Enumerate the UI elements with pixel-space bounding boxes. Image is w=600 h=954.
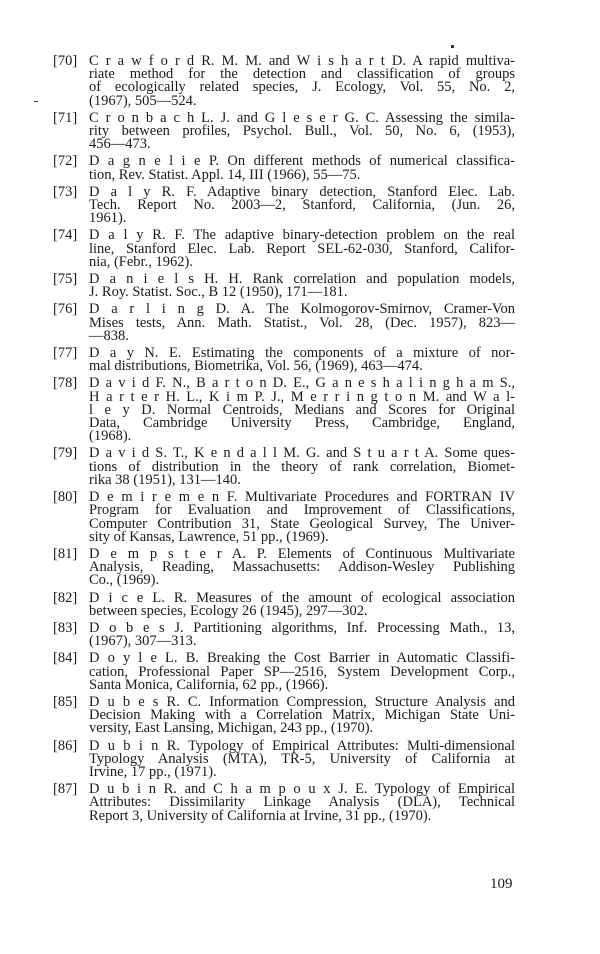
reference-text xyxy=(89,377,515,443)
reference-line: D a l y R. F. Adaptive binary detection, Stanford Elec. Lab. xyxy=(89,183,515,200)
reference-text xyxy=(89,347,515,373)
reference-line: sity of Kansas, Lawrence, 51 pp., (1969). xyxy=(89,528,329,545)
reference-entry xyxy=(53,447,515,487)
reference-number: [84] xyxy=(53,650,78,667)
reference-number: [87] xyxy=(53,781,78,798)
reference-line: (1967), 307—313. xyxy=(89,633,197,650)
reference-number: [79] xyxy=(53,445,78,462)
reference-number: [75] xyxy=(53,271,78,288)
reference-number: [80] xyxy=(53,489,78,506)
reference-text xyxy=(89,619,515,650)
reference-number: [86] xyxy=(53,737,78,754)
reference-entry xyxy=(53,693,515,737)
reference-entry xyxy=(53,273,515,299)
reference-line: Mises tests, Ann. Math. Statist., Vol. 28, (Dec. 1957), 823— xyxy=(89,314,515,331)
reference-list xyxy=(53,55,515,827)
reference-line: tion, Rev. Statist. Appl. 14, III (1966), 55—75. xyxy=(89,166,361,183)
reference-text xyxy=(89,229,515,269)
reference-number: [83] xyxy=(53,619,78,636)
reference-text xyxy=(89,545,515,589)
reference-entry xyxy=(53,783,515,823)
reference-line: between species, Ecology 26 (1945), 297—302. xyxy=(89,602,368,619)
reference-entry xyxy=(53,109,515,153)
reference-line: D e m i r e m e n F. Multivariate Procedures and FORTRAN IV xyxy=(89,489,515,506)
reference-entry xyxy=(53,303,515,343)
reference-line: Attributes: Dissimilarity Linkage Analysis (DLA), Technical xyxy=(89,794,515,811)
reference-number: [77] xyxy=(53,345,78,362)
reference-number: [70] xyxy=(53,53,78,69)
reference-line: C r a w f o r d R. M. M. and W i s h a r t D. A rapid multiva- xyxy=(89,53,515,69)
reference-number: [72] xyxy=(53,153,78,170)
reference-entry xyxy=(53,619,515,650)
reference-line: Decision Making with a Correlation Matrix, Michigan State Uni- xyxy=(89,707,515,724)
reference-entry xyxy=(53,155,515,181)
reference-entry xyxy=(53,737,515,780)
reference-number: [85] xyxy=(53,693,78,710)
print-speck xyxy=(451,45,454,48)
reference-line: mal distributions, Biometrika, Vol. 56, (1969), 463—474. xyxy=(89,358,423,375)
reference-line: Typology Analysis (MTA), TR-5, University of California at xyxy=(89,750,515,767)
reference-line: J. Roy. Statist. Soc., B 12 (1950), 171—181. xyxy=(89,284,348,301)
reference-text xyxy=(89,783,515,823)
reference-line: 1961). xyxy=(89,210,127,227)
reference-entry xyxy=(53,652,515,692)
reference-line: l e y D. Normal Centroids, Medians and Scores for Original xyxy=(89,401,515,418)
reference-line: D a v i d S. T., K e n d a l l M. G. and S t u a r t A. Some ques- xyxy=(89,445,515,462)
reference-line: —838. xyxy=(89,327,129,344)
reference-text xyxy=(89,155,515,181)
reference-line: D u b i n R. and C h a m p o u x J. E. Typology of Empirical xyxy=(89,781,515,798)
reference-line: riate method for the detection and classification of groups xyxy=(89,66,515,83)
reference-entry xyxy=(53,545,515,589)
reference-text xyxy=(89,447,515,487)
reference-text xyxy=(89,55,515,108)
reference-line: Report 3, University of California at Irvine, 31 pp., (1970). xyxy=(89,807,432,824)
reference-text xyxy=(89,693,515,737)
reference-line: Santa Monica, California, 62 pp., (1966). xyxy=(89,676,329,693)
reference-line: line, Stanford Elec. Lab. Report SEL-62-030, Stanford, Califor- xyxy=(89,240,515,257)
reference-text xyxy=(89,737,515,780)
reference-line: D a n i e l s H. H. Rank correlation and population models, xyxy=(89,271,515,288)
reference-line: 456—473. xyxy=(89,136,151,153)
reference-line: cation, Professional Paper SP—2516, System Development Corp., xyxy=(89,663,515,680)
reference-text xyxy=(89,273,515,299)
reference-entry xyxy=(53,55,515,108)
reference-text xyxy=(89,183,515,227)
reference-entry xyxy=(53,589,515,619)
reference-line: Computer Contribution 31, State Geological Survey, The Univer- xyxy=(89,515,515,532)
reference-text xyxy=(89,652,515,692)
reference-line: Program for Evaluation and Improvement of Classifications, xyxy=(89,502,515,519)
reference-line: D o b e s J. Partitioning algorithms, Inf. Processing Math., 13, xyxy=(89,619,515,636)
reference-line: D u b i n R. Typology of Empirical Attributes: Multi-dimensional xyxy=(89,737,515,754)
reference-text xyxy=(89,109,515,153)
reference-line: D a y N. E. Estimating the components of a mixture of nor- xyxy=(89,345,515,362)
reference-line: Co., (1969). xyxy=(89,572,160,589)
reference-entry xyxy=(53,347,515,373)
reference-number: [73] xyxy=(53,183,78,200)
reference-number: [74] xyxy=(53,227,78,244)
reference-line: (1967), 505—524. xyxy=(89,92,197,109)
reference-number: [81] xyxy=(53,545,78,562)
reference-number: [71] xyxy=(53,109,78,126)
reference-line: Analysis, Reading, Massachusetts: Addison-Wesley Publishing xyxy=(89,559,515,576)
reference-text xyxy=(89,303,515,343)
reference-number: [78] xyxy=(53,375,78,392)
reference-entry xyxy=(53,229,515,269)
reference-line: D u b e s R. C. Information Compression, Structure Analysis and xyxy=(89,693,515,710)
reference-text xyxy=(89,589,515,619)
reference-line: D a g n e l i e P. On different methods of numerical classifica- xyxy=(89,153,515,170)
reference-line: H a r t e r H. L., K i m P. J., M e r r i n g t o n M. and W a l- xyxy=(89,388,515,405)
reference-number: [82] xyxy=(53,589,78,606)
reference-entry xyxy=(53,183,515,227)
reference-line: D a r l i n g D. A. The Kolmogorov-Smirnov, Cramer-Von xyxy=(89,301,515,318)
reference-line: rika 38 (1951), 131—140. xyxy=(89,471,241,488)
reference-number: [76] xyxy=(53,301,78,318)
reference-line: D a l y R. F. The adaptive binary-detection problem on the real xyxy=(89,227,515,244)
reference-line: tions of distribution in the theory of rank correlation, Biomet- xyxy=(89,458,515,475)
reference-line: D e m p s t e r A. P. Elements of Continuous Multivariate xyxy=(89,545,515,562)
reference-line: of ecologically related species, J. Ecology, Vol. 55, No. 2, xyxy=(89,79,515,96)
reference-line: (1968). xyxy=(89,428,132,445)
reference-entry xyxy=(53,491,515,544)
reference-text xyxy=(89,491,515,544)
reference-line: rity between profiles, Psychol. Bull., Vol. 50, No. 6, (1953), xyxy=(89,123,515,140)
reference-line: D a v i d F. N., B a r t o n D. E., G a n e s h a l i n g h a m S., xyxy=(89,375,515,392)
reference-line: C r o n b a c h L. J. and G l e s e r G. C. Assessing the simila- xyxy=(89,109,515,126)
reference-line: nia, (Febr., 1962). xyxy=(89,253,193,270)
page-number: 109 xyxy=(490,876,513,892)
print-speck xyxy=(34,101,38,102)
reference-line: D o y l e L. B. Breaking the Cost Barrier in Automatic Classifi- xyxy=(89,650,515,667)
reference-line: D i c e L. R. Measures of the amount of ecological association xyxy=(89,589,515,606)
reference-line: Tech. Report No. 2003—2, Stanford, California, (Jun. 26, xyxy=(89,197,515,214)
reference-entry xyxy=(53,377,515,443)
reference-line: versity, East Lansing, Michigan, 243 pp., (1970). xyxy=(89,720,374,737)
reference-line: Data, Cambridge University Press, Cambridge, England, xyxy=(89,415,515,432)
reference-line: Irvine, 17 pp., (1971). xyxy=(89,763,217,780)
